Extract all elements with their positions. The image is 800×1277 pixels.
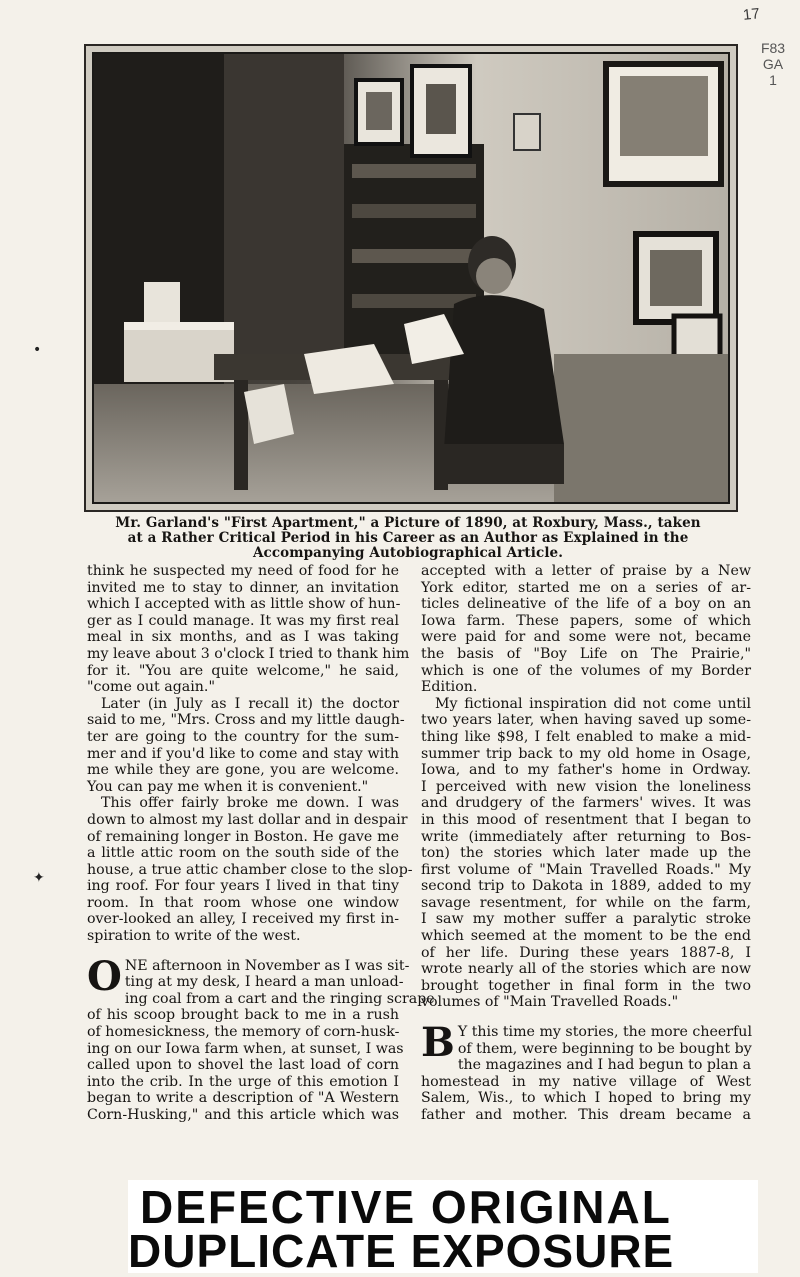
paragraph-gap bbox=[87, 945, 399, 958]
defective-original-stamp bbox=[128, 1180, 758, 1277]
text-line: over-looked an alley, I received my first in- bbox=[87, 911, 399, 928]
text-line: which I accepted with as little show of hun- bbox=[87, 596, 401, 613]
text-line: said to me, "Mrs. Cross and my little daugh- bbox=[87, 712, 405, 729]
stamp-line: F83 bbox=[760, 40, 786, 56]
stamp-line-duplicate: DUPLICATE EXPOSURE bbox=[128, 1225, 675, 1277]
text-line: York editor, started me on a series of ar- bbox=[421, 579, 751, 596]
text-line: father and mother. This dream became a bbox=[421, 1107, 751, 1123]
text-line: of them, were beginning to be bought by bbox=[457, 1040, 752, 1057]
paragraph bbox=[87, 695, 405, 796]
text-line: second trip to Dakota in 1889, added to my bbox=[421, 878, 751, 895]
margin-dot: • bbox=[33, 342, 42, 358]
text-line: ger as I could manage. It was my first real bbox=[87, 612, 399, 629]
text-line: I saw my mother suffer a paralytic stroke bbox=[421, 911, 751, 928]
text-line: were paid for and some were not, became bbox=[421, 629, 751, 646]
text-line: Corn-Husking," and this article which was bbox=[87, 1107, 399, 1123]
caption-line: at a Rather Critical Period in his Career as an Author as Explained in the bbox=[127, 530, 689, 546]
text-line: ton) the stories which later made up the bbox=[421, 845, 751, 862]
text-line: "come out again." bbox=[87, 679, 215, 696]
text-line: of his scoop brought back to me in a rush bbox=[87, 1007, 399, 1024]
archive-stamp bbox=[753, 40, 793, 88]
text-line: My fictional inspiration did not come until bbox=[435, 695, 751, 712]
text-line: the magazines and I had begun to plan a bbox=[457, 1057, 752, 1074]
text-line: thing like $98, I felt enabled to make a mid- bbox=[421, 728, 751, 745]
text-line: wrote nearly all of the stories which are now bbox=[421, 961, 751, 978]
text-line: meal in six months, and as I was taking bbox=[87, 629, 399, 646]
text-line: called upon to shovel the last load of corn bbox=[87, 1057, 399, 1074]
text-line: I perceived with new vision the loneliness bbox=[421, 778, 751, 795]
text-line: of her life. During these years 1887-8, I bbox=[421, 944, 751, 961]
text-line: think he suspected my need of food for he bbox=[87, 563, 399, 579]
text-line: two years later, when having saved up some- bbox=[421, 712, 751, 729]
text-line: my leave about 3 o'clock I tried to thank him bbox=[87, 645, 410, 662]
text-line: savage resentment, for while on the farm, bbox=[421, 894, 751, 911]
margin-dot: ✦ bbox=[33, 870, 45, 886]
text-line: ing on our Iowa farm when, at sunset, I was bbox=[87, 1040, 404, 1057]
text-line: Y this time my stories, the more cheerful bbox=[457, 1024, 752, 1041]
paragraph bbox=[421, 563, 751, 696]
stamp-line: 1 bbox=[769, 72, 777, 88]
text-line: Iowa farm. These papers, some of which bbox=[421, 612, 751, 629]
text-line: in this mood of resentment that I began to bbox=[421, 811, 751, 828]
text-line: mer and if you'd like to come and stay with bbox=[87, 745, 399, 762]
article-column-right bbox=[421, 563, 751, 1124]
text-line: summer trip back to my old home in Osage, bbox=[421, 745, 751, 762]
text-line: of remaining longer in Boston. He gave me bbox=[87, 828, 399, 845]
stamp-line: GA bbox=[762, 56, 784, 72]
text-line: into the crib. In the urge of this emotion I bbox=[87, 1073, 399, 1090]
caption-line: Accompanying Autobiographical Article. bbox=[252, 545, 564, 561]
drop-cap: O bbox=[87, 952, 122, 1000]
paragraph bbox=[87, 952, 435, 1124]
paragraph bbox=[421, 696, 751, 1011]
drop-cap: B bbox=[421, 1019, 455, 1067]
text-line: which is one of the volumes of my Border bbox=[421, 662, 751, 679]
text-line: a little attic room on the south side of the bbox=[87, 845, 399, 862]
text-line: NE afternoon in November as I was sit- bbox=[124, 957, 410, 974]
text-line: of homesickness, the memory of corn-husk- bbox=[87, 1024, 400, 1041]
text-line: Edition. bbox=[421, 679, 478, 696]
text-line: house, a true attic chamber close to the slop- bbox=[87, 861, 413, 878]
text-line: ticles delineative of the life of a boy on an bbox=[421, 596, 751, 613]
text-line: first volume of "Main Travelled Roads." My bbox=[421, 861, 751, 878]
text-line: Salem, Wis., to which I hoped to bring my bbox=[421, 1090, 751, 1107]
text-line: ting at my desk, I heard a man unload- bbox=[124, 974, 404, 991]
text-line: ter are going to the country for the sum- bbox=[87, 728, 399, 745]
text-line: ing roof. For four years I lived in that tiny bbox=[87, 878, 399, 895]
text-line: volumes of "Main Travelled Roads." bbox=[421, 994, 679, 1011]
text-line: me while they are gone, you are welcome. bbox=[87, 762, 399, 779]
text-line: Iowa, and to my father's home in Ordway. bbox=[421, 762, 751, 779]
text-line: spiration to write of the west. bbox=[87, 928, 301, 945]
caption-line: Mr. Garland's "First Apartment," a Picture of 1890, at Roxbury, Mass., taken bbox=[115, 515, 701, 531]
text-line: accepted with a letter of praise by a New bbox=[421, 563, 751, 579]
text-line: down to almost my last dollar and in despair bbox=[87, 811, 408, 828]
text-line: Later (in July as I recall it) the doctor bbox=[101, 695, 399, 712]
text-line: This offer fairly broke me down. I was bbox=[101, 795, 399, 812]
paragraph bbox=[87, 563, 410, 696]
photograph-room-icon bbox=[94, 54, 730, 504]
text-line: began to write a description of "A Western bbox=[87, 1090, 399, 1107]
text-line: brought together in final form in the two bbox=[421, 977, 751, 994]
text-line: homestead in my native village of West bbox=[421, 1073, 751, 1090]
text-line: the basis of "Boy Life on The Prairie," bbox=[421, 645, 751, 662]
photograph bbox=[92, 52, 730, 504]
photo-caption bbox=[92, 516, 724, 561]
text-line: and drudgery of the farmers' wives. It was bbox=[421, 795, 751, 812]
text-line: ing coal from a cart and the ringing scrape bbox=[124, 990, 435, 1007]
paragraph bbox=[87, 795, 413, 945]
paragraph-gap bbox=[421, 1011, 751, 1024]
page-number-note: 17 bbox=[742, 5, 761, 24]
text-line: invited me to stay to dinner, an invitation bbox=[87, 579, 399, 596]
text-line: You can pay me when it is convenient." bbox=[87, 778, 369, 795]
text-line: for it. "You are quite welcome," he said, bbox=[87, 662, 399, 679]
photograph-frame bbox=[84, 44, 738, 512]
text-line: which seemed at the moment to be the end bbox=[421, 928, 751, 945]
text-line: write (immediately after returning to Bos- bbox=[421, 828, 751, 845]
text-line: room. In that room whose one window bbox=[87, 894, 399, 911]
stamp-line-defective: DEFECTIVE ORIGINAL bbox=[140, 1181, 672, 1233]
article-column-left bbox=[87, 563, 435, 1124]
paragraph bbox=[421, 1019, 752, 1124]
